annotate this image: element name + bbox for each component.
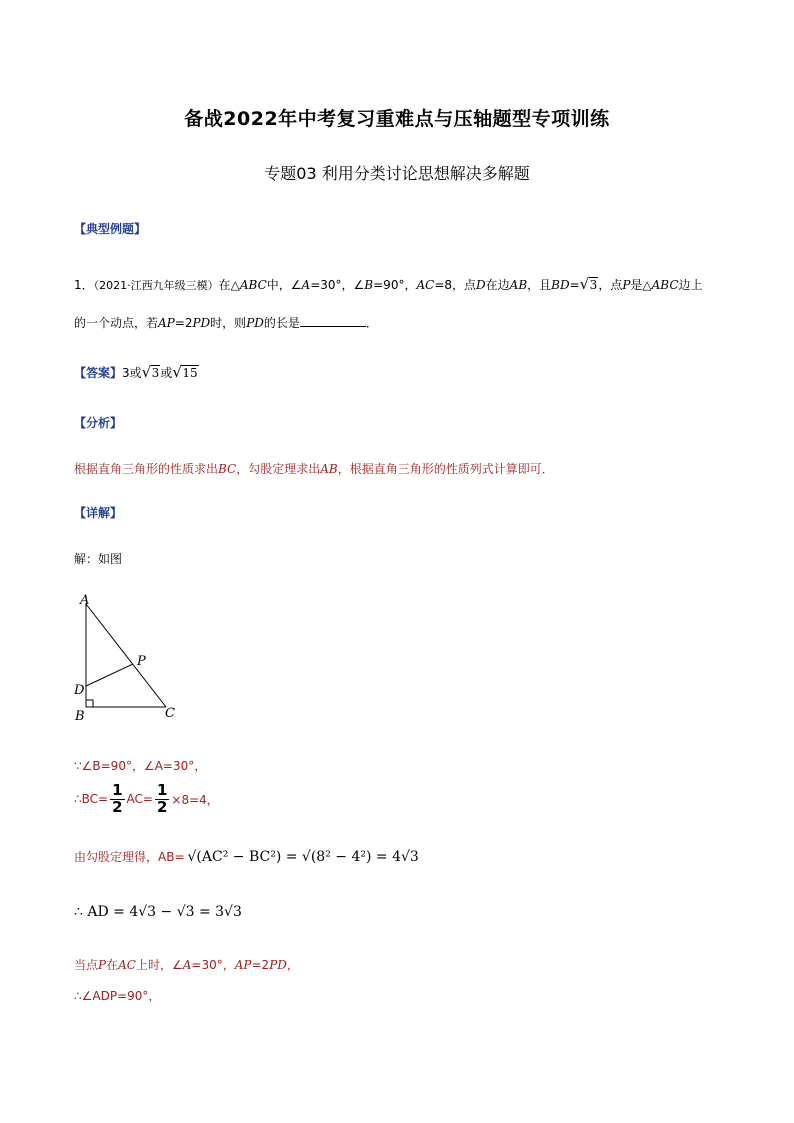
answer-value-2: 3 [151,366,160,380]
answer-value-3: 15 [182,366,198,380]
text: 或 [129,366,142,380]
segment-dp [86,664,133,686]
text: ，勾股定理求出 [236,462,321,476]
answer-label: 【答案】 [74,366,123,380]
text: AC= [126,792,153,807]
text: =2 [174,316,193,330]
var-ab: AB [320,462,338,476]
var-p: P [622,278,631,292]
var-abc: ABC [651,278,679,292]
var-ac: AC [416,278,435,292]
text: ，根据直角三角形的性质列式计算即可． [337,462,554,476]
var-bc: BC [218,462,237,476]
solution-step-2 [74,783,219,816]
solution-step-6: ∴∠ADP=90°， [74,989,161,1003]
text: =30°， [191,958,235,972]
var-a: A [182,958,192,972]
text: AB= [158,849,185,864]
triangle-figure [70,590,190,725]
var-ac: AC [118,958,136,972]
text: ，且 [527,278,552,292]
pythagorean-expression: √(AC² − BC²) = √(8² − 4²) = 4√3 [187,848,419,865]
text: 在边 [485,278,510,292]
detail-heading: 【详解】 [74,506,123,520]
var-pd: PD [192,316,211,330]
var-pd: PD [269,958,287,972]
text: ， [286,958,299,972]
text: = [569,278,580,292]
sqrt-value: 3 [589,278,598,292]
text: 时，则 [210,316,247,330]
fraction-numerator: 1 [112,781,123,799]
page-title: 备战2022年中考复习重难点与压轴题型专项训练 [184,108,610,130]
label-b: B [75,709,85,724]
text: 在△ [218,278,240,292]
text: 中，∠ [266,278,302,292]
text: 由勾股定理得， [74,850,159,864]
sqrt-expression: √ 15 [172,363,198,381]
text: 的长是 [263,316,300,330]
text: ，点 [598,278,623,292]
problem-number: 1． [74,278,94,292]
label-c: C [165,706,175,721]
var-b: B [364,278,374,292]
label-a: A [80,593,90,608]
text: =30°，∠ [310,278,365,292]
text: =8，点 [434,278,477,292]
solution-intro: 解：如图 [74,552,123,566]
answer-line [74,364,199,381]
var-a: A [301,278,311,292]
answer-blank [300,314,366,327]
fraction-half [155,783,169,816]
text: ． [365,316,378,330]
problem-line-1 [74,276,703,293]
text: 是△ [630,278,652,292]
var-ap: AP [234,958,252,972]
analysis-heading: 【分析】 [74,416,123,430]
fraction-denominator: 2 [156,797,168,816]
solution-step-5 [74,956,299,973]
var-abc: ABC [239,278,267,292]
var-ab: AB [509,278,528,292]
problem-source: （2021·江西九年级三模） [93,279,219,292]
text: =2 [251,958,270,972]
problem-line-2 [74,314,378,331]
label-d: D [74,683,85,698]
text: 在 [106,958,119,972]
text: =90°， [373,278,417,292]
text: 根据直角三角形的性质求出 [74,462,219,476]
var-p: P [98,958,107,972]
right-angle-mark [86,700,93,707]
solution-step-4: ∴ AD = 4√3 − √3 = 3√3 [74,904,242,920]
fraction-numerator: 1 [156,781,168,799]
segment-ac [86,604,166,707]
text: ∴BC= [74,792,109,807]
solution-step-3 [74,848,419,865]
analysis-text [74,460,554,477]
text: ×8=4， [171,792,219,807]
var-ap: AP [158,316,175,330]
fraction-half [110,783,124,816]
text: 上时，∠ [135,958,183,972]
fraction-denominator: 2 [112,797,123,816]
page-subtitle: 专题03 利用分类讨论思想解决多解题 [264,164,530,183]
section-example-heading: 【典型例题】 [74,222,147,236]
text: 边上 [678,278,703,292]
sqrt-expression: √ 3 [141,363,160,381]
text: 当点 [74,958,99,972]
var-bd: BD [551,278,570,292]
solution-step-1: ∵∠B=90°，∠A=30°， [74,759,207,773]
sqrt-expression: √ 3 [579,275,598,293]
var-pd: PD [246,316,264,330]
text: 的一个动点，若 [74,316,159,330]
label-p: P [137,654,146,669]
answer-value-1: 3 [122,366,130,380]
var-d: D [476,278,486,292]
text: 或 [160,366,173,380]
